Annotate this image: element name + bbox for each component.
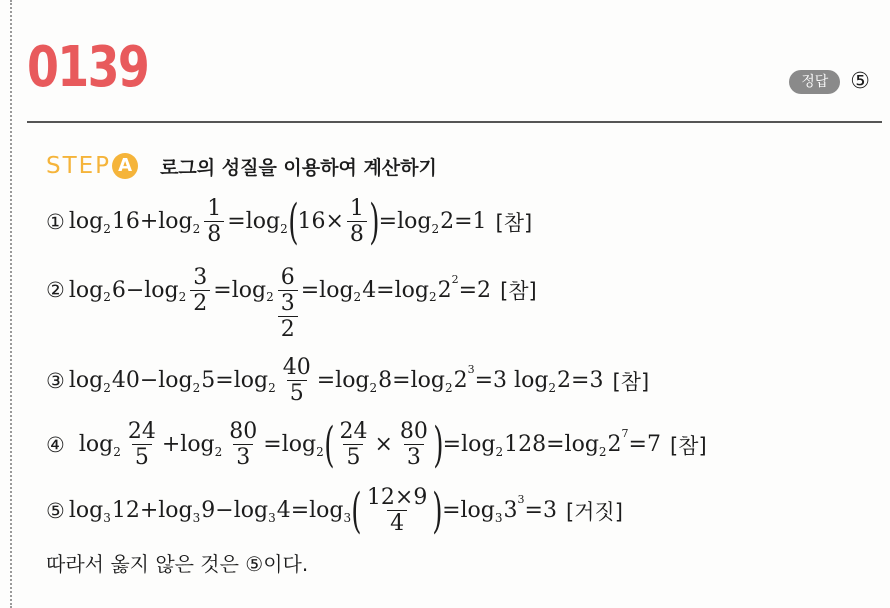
left-margin-dotted-rule — [10, 0, 12, 608]
math-text: =3 log — [474, 368, 549, 393]
solution-line-1 — [46, 193, 533, 250]
math-text: 128=log — [504, 432, 599, 457]
fraction-numerator: 1 — [207, 196, 222, 221]
fraction — [190, 265, 210, 316]
fraction — [125, 419, 159, 470]
math-subscript: 2 — [598, 444, 607, 459]
math-subscript: 2 — [192, 221, 201, 236]
solution-line-4 — [46, 416, 707, 473]
math-text: 2=1 — [440, 209, 487, 234]
right-parenthesis: ) — [433, 416, 444, 473]
left-parenthesis: ( — [323, 416, 335, 473]
fraction — [397, 419, 431, 470]
math-subscript: 2 — [103, 380, 111, 395]
math-text: 40−log — [111, 368, 193, 393]
left-parenthesis: ( — [351, 482, 362, 539]
conclusion-text: 따라서 옳지 않은 것은 ⑤이다. — [46, 552, 309, 576]
fraction-numerator: 80 — [229, 419, 258, 444]
math-text: =log — [442, 432, 496, 457]
answer-area — [789, 70, 870, 94]
math-text: =7 — [628, 432, 661, 457]
item-number: ② — [46, 278, 65, 302]
math-text: =log — [378, 209, 432, 234]
math-subscript: 3 — [343, 510, 352, 525]
fraction-numerator: 24 — [127, 419, 156, 444]
line-2-tail — [301, 265, 537, 315]
math-text: =log — [300, 277, 354, 303]
item-number: ③ — [46, 368, 65, 393]
fraction-denominator: 8 — [347, 221, 367, 247]
problem-number: 0139 — [27, 35, 149, 100]
math-text: 9−log — [201, 498, 269, 523]
math-subscript: 2 — [495, 444, 504, 459]
math-subscript: 2 — [266, 290, 274, 304]
math-text: 2=3 — [557, 368, 604, 393]
verdict-tag: [참] — [612, 369, 650, 394]
math-subscript: 2 — [268, 380, 276, 395]
math-text: =log — [227, 209, 281, 234]
math-text: 2 — [607, 432, 622, 457]
math-subscript: 2 — [316, 444, 324, 459]
math-subscript: 2 — [444, 380, 453, 395]
math-text: +log — [161, 432, 215, 457]
math-text: 12+log — [111, 498, 193, 523]
verdict-tag: [참] — [500, 279, 537, 303]
math-superscript: 7 — [621, 427, 629, 440]
fraction-denominator: 5 — [287, 380, 307, 406]
answer-value: ⑤ — [850, 69, 870, 94]
fraction-denominator: 2 — [278, 316, 298, 342]
fraction-denominator: 8 — [204, 221, 224, 247]
fraction — [336, 419, 370, 470]
solution-line-5 — [46, 482, 623, 539]
math-subscript: 3 — [268, 510, 276, 525]
math-text: =log — [213, 277, 267, 303]
fraction-denominator: 3 — [404, 444, 424, 470]
math-subscript: 2 — [113, 444, 121, 459]
math-subscript: 2 — [103, 221, 111, 236]
math-subscript: 2 — [353, 290, 362, 304]
line-2-lead — [46, 265, 275, 315]
fraction — [280, 355, 314, 406]
math-subscript: 3 — [103, 510, 111, 525]
math-superscript: 3 — [467, 363, 475, 376]
answer-label-badge: 정답 — [789, 70, 840, 94]
math-text: 4=log — [276, 498, 344, 523]
math-text: =log — [263, 432, 317, 457]
math-superscript: 2 — [451, 272, 459, 286]
solution-line-3 — [46, 355, 649, 406]
math-text: log — [68, 368, 104, 393]
fraction-numerator: 1 — [349, 196, 364, 221]
right-parenthesis: ) — [369, 193, 380, 250]
fraction-numerator: 80 — [399, 419, 428, 444]
compound-fraction — [278, 265, 298, 342]
math-subscript: 2 — [214, 444, 223, 459]
item-number: ① — [46, 209, 65, 234]
item-number: ④ — [46, 432, 65, 457]
math-text: =log — [316, 368, 370, 393]
math-subscript: 3 — [192, 510, 201, 525]
math-text: 16× — [297, 209, 344, 234]
math-subscript: 3 — [494, 510, 503, 525]
fraction — [364, 485, 430, 536]
math-text: 6−log — [111, 277, 179, 303]
right-parenthesis: ) — [432, 482, 443, 539]
fraction-numerator: 3 — [280, 291, 295, 316]
math-text: 3 — [503, 498, 518, 523]
math-text: log — [68, 209, 104, 234]
fraction-numerator: 6 — [280, 265, 295, 290]
item-number: ⑤ — [46, 498, 65, 523]
left-parenthesis: ( — [287, 193, 299, 250]
fraction — [204, 196, 224, 247]
math-text: × — [374, 432, 393, 457]
math-text: =log — [442, 498, 495, 523]
verdict-tag: [참] — [669, 433, 707, 458]
math-text: 5=log — [201, 368, 269, 393]
math-subscript: 2 — [103, 290, 111, 304]
fraction — [226, 419, 260, 470]
step-title: 로그의 성질을 이용하여 계산하기 — [160, 156, 437, 179]
step-heading — [46, 150, 437, 182]
math-text: log — [68, 498, 104, 523]
math-text: =2 — [458, 277, 492, 303]
inner-fraction — [278, 291, 298, 342]
step-word: STEP — [46, 153, 112, 179]
fraction-denominator — [278, 290, 298, 342]
fraction-denominator: 5 — [132, 444, 152, 470]
math-text: 2 — [437, 277, 452, 303]
math-superscript: 3 — [517, 493, 525, 506]
math-subscript: 2 — [431, 221, 440, 236]
fraction-denominator: 4 — [387, 510, 407, 536]
fraction-numerator: 40 — [282, 355, 311, 380]
fraction-denominator: 2 — [190, 290, 210, 316]
math-text: 4=log — [362, 277, 429, 303]
math-text: log — [68, 277, 104, 303]
math-subscript: 2 — [280, 221, 288, 236]
math-text: 8=log — [378, 368, 445, 393]
fraction-numerator: 12×9 — [366, 485, 428, 510]
math-subscript: 2 — [192, 380, 201, 395]
fraction-denominator: 3 — [233, 444, 253, 470]
math-subscript: 2 — [548, 380, 557, 395]
math-subscript: 2 — [428, 290, 437, 304]
verdict-tag: [거짓] — [565, 499, 623, 524]
fraction-denominator: 5 — [343, 444, 363, 470]
math-text: =3 — [524, 498, 557, 523]
step-letter-badge: A — [112, 153, 138, 179]
math-subscript: 2 — [178, 290, 187, 304]
math-text: 16+log — [111, 209, 193, 234]
solution-line-2 — [46, 265, 537, 342]
fraction — [347, 196, 367, 247]
math-text: log — [78, 432, 114, 457]
math-text: 2 — [453, 368, 468, 393]
header-divider — [27, 121, 882, 123]
fraction-numerator: 3 — [193, 264, 208, 290]
verdict-tag: [참] — [495, 210, 533, 235]
fraction-numerator: 24 — [339, 419, 368, 444]
math-subscript: 2 — [369, 380, 378, 395]
